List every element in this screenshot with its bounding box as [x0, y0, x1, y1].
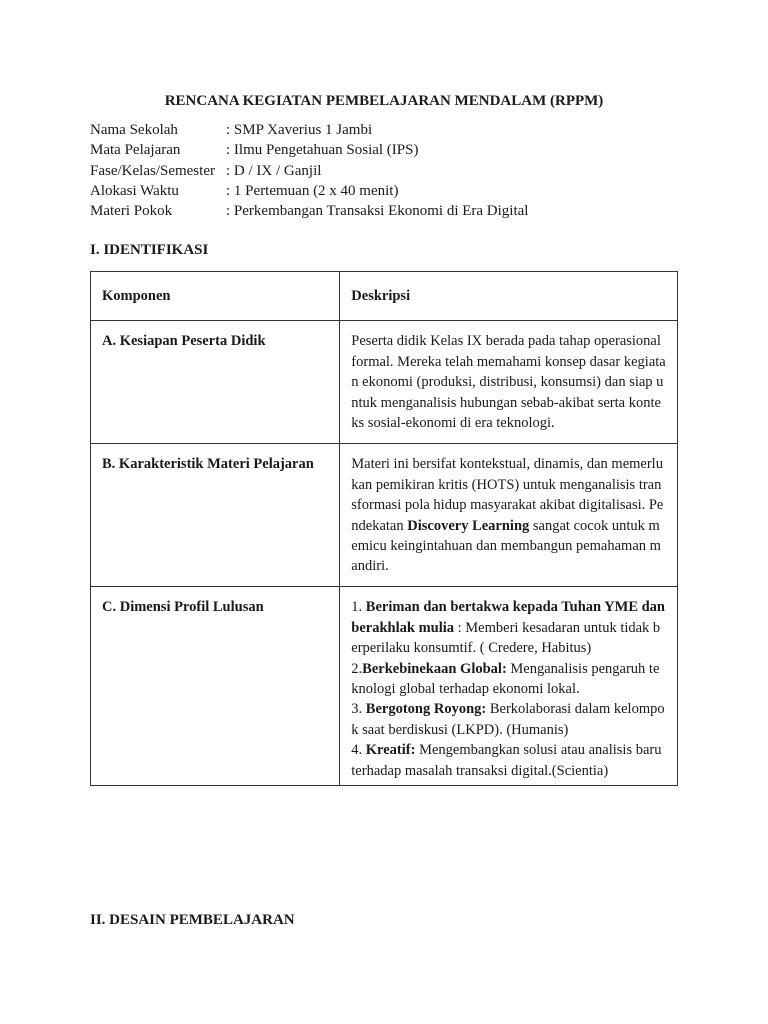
description-cell: [340, 587, 678, 786]
list-item: 2.Berkebinekaan Global: Menganalisis pengaruh teknologi global terhadap ekonomi lokal.: [351, 660, 660, 698]
component-cell: C. Dimensi Profil Lulusan: [91, 587, 340, 786]
meta-label: Fase/Kelas/Semester: [90, 162, 215, 179]
list-item: 4. Kreatif: Mengembangkan solusi atau analisis baru terhadap masalah transaksi digital.(Scientia): [351, 742, 662, 779]
header-cell: Komponen: [91, 272, 340, 321]
meta-value: : SMP Xaverius 1 Jambi: [226, 122, 373, 138]
section-heading-identification: I. IDENTIFIKASI: [90, 242, 209, 258]
meta-row-time: [90, 181, 528, 201]
list-item: 1. Beriman dan bertakwa kepada Tuhan YME dan berakhlak mulia : Memberi kesadaran untuk tidak berperilaku konsumtif. ( Credere, Habitus): [351, 599, 665, 657]
meta-row-topic: [90, 201, 528, 221]
meta-label: Materi Pokok: [90, 203, 173, 220]
meta-label: Mata Pelajaran: [90, 142, 181, 159]
component-cell: B. Karakteristik Materi Pelajaran: [91, 444, 340, 587]
meta-row-subject: [90, 140, 528, 160]
component-cell: A. Kesiapan Peserta Didik: [91, 321, 340, 444]
table-row: [91, 444, 678, 587]
document-title: RENCANA KEGIATAN PEMBELAJARAN MENDALAM (RPPM): [164, 93, 604, 109]
header-cell: Deskripsi: [340, 272, 678, 321]
table-header-row: [91, 272, 678, 321]
table-row: [91, 321, 678, 444]
identity-block: [90, 120, 528, 221]
meta-value: : D / IX / Ganjil: [226, 162, 322, 179]
meta-row-school: [90, 120, 528, 140]
identification-table: [90, 271, 678, 786]
meta-label: Alokasi Waktu: [90, 182, 179, 199]
emphasis-text: Discovery Learning: [407, 517, 530, 534]
meta-value: : Perkembangan Transaksi Ekonomi di Era Digital: [226, 203, 529, 220]
meta-label: Nama Sekolah: [90, 122, 178, 138]
meta-value: : Ilmu Pengetahuan Sosial (IPS): [226, 142, 419, 159]
description-cell: Materi ini bersifat kontekstual, dinamis, dan memerlukan pemikiran kritis (HOTS) untuk menganalisis transformasi pola hidup masyarakat akibat digitalisasi. Pendekatan Discovery Learning sangat cocok untuk memicu keingintahuan dan membangun pemahaman mandiri.: [340, 444, 678, 587]
section-heading-design: II. DESAIN PEMBELAJARAN: [90, 912, 295, 928]
meta-row-phase: [90, 161, 528, 181]
table-row: [91, 587, 678, 786]
meta-value: : 1 Pertemuan (2 x 40 menit): [226, 182, 399, 199]
list-item: 3. Bergotong Royong: Berkolaborasi dalam kelompok saat berdiskusi (LKPD). (Humanis): [351, 701, 665, 738]
description-cell: Peserta didik Kelas IX berada pada tahap operasional formal. Mereka telah memahami konsep dasar kegiatan ekonomi (produksi, distribusi, konsumsi) dan siap untuk menganalisis hubungan sebab-akibat serta konteks sosial-ekonomi di era teknologi.: [340, 321, 678, 444]
